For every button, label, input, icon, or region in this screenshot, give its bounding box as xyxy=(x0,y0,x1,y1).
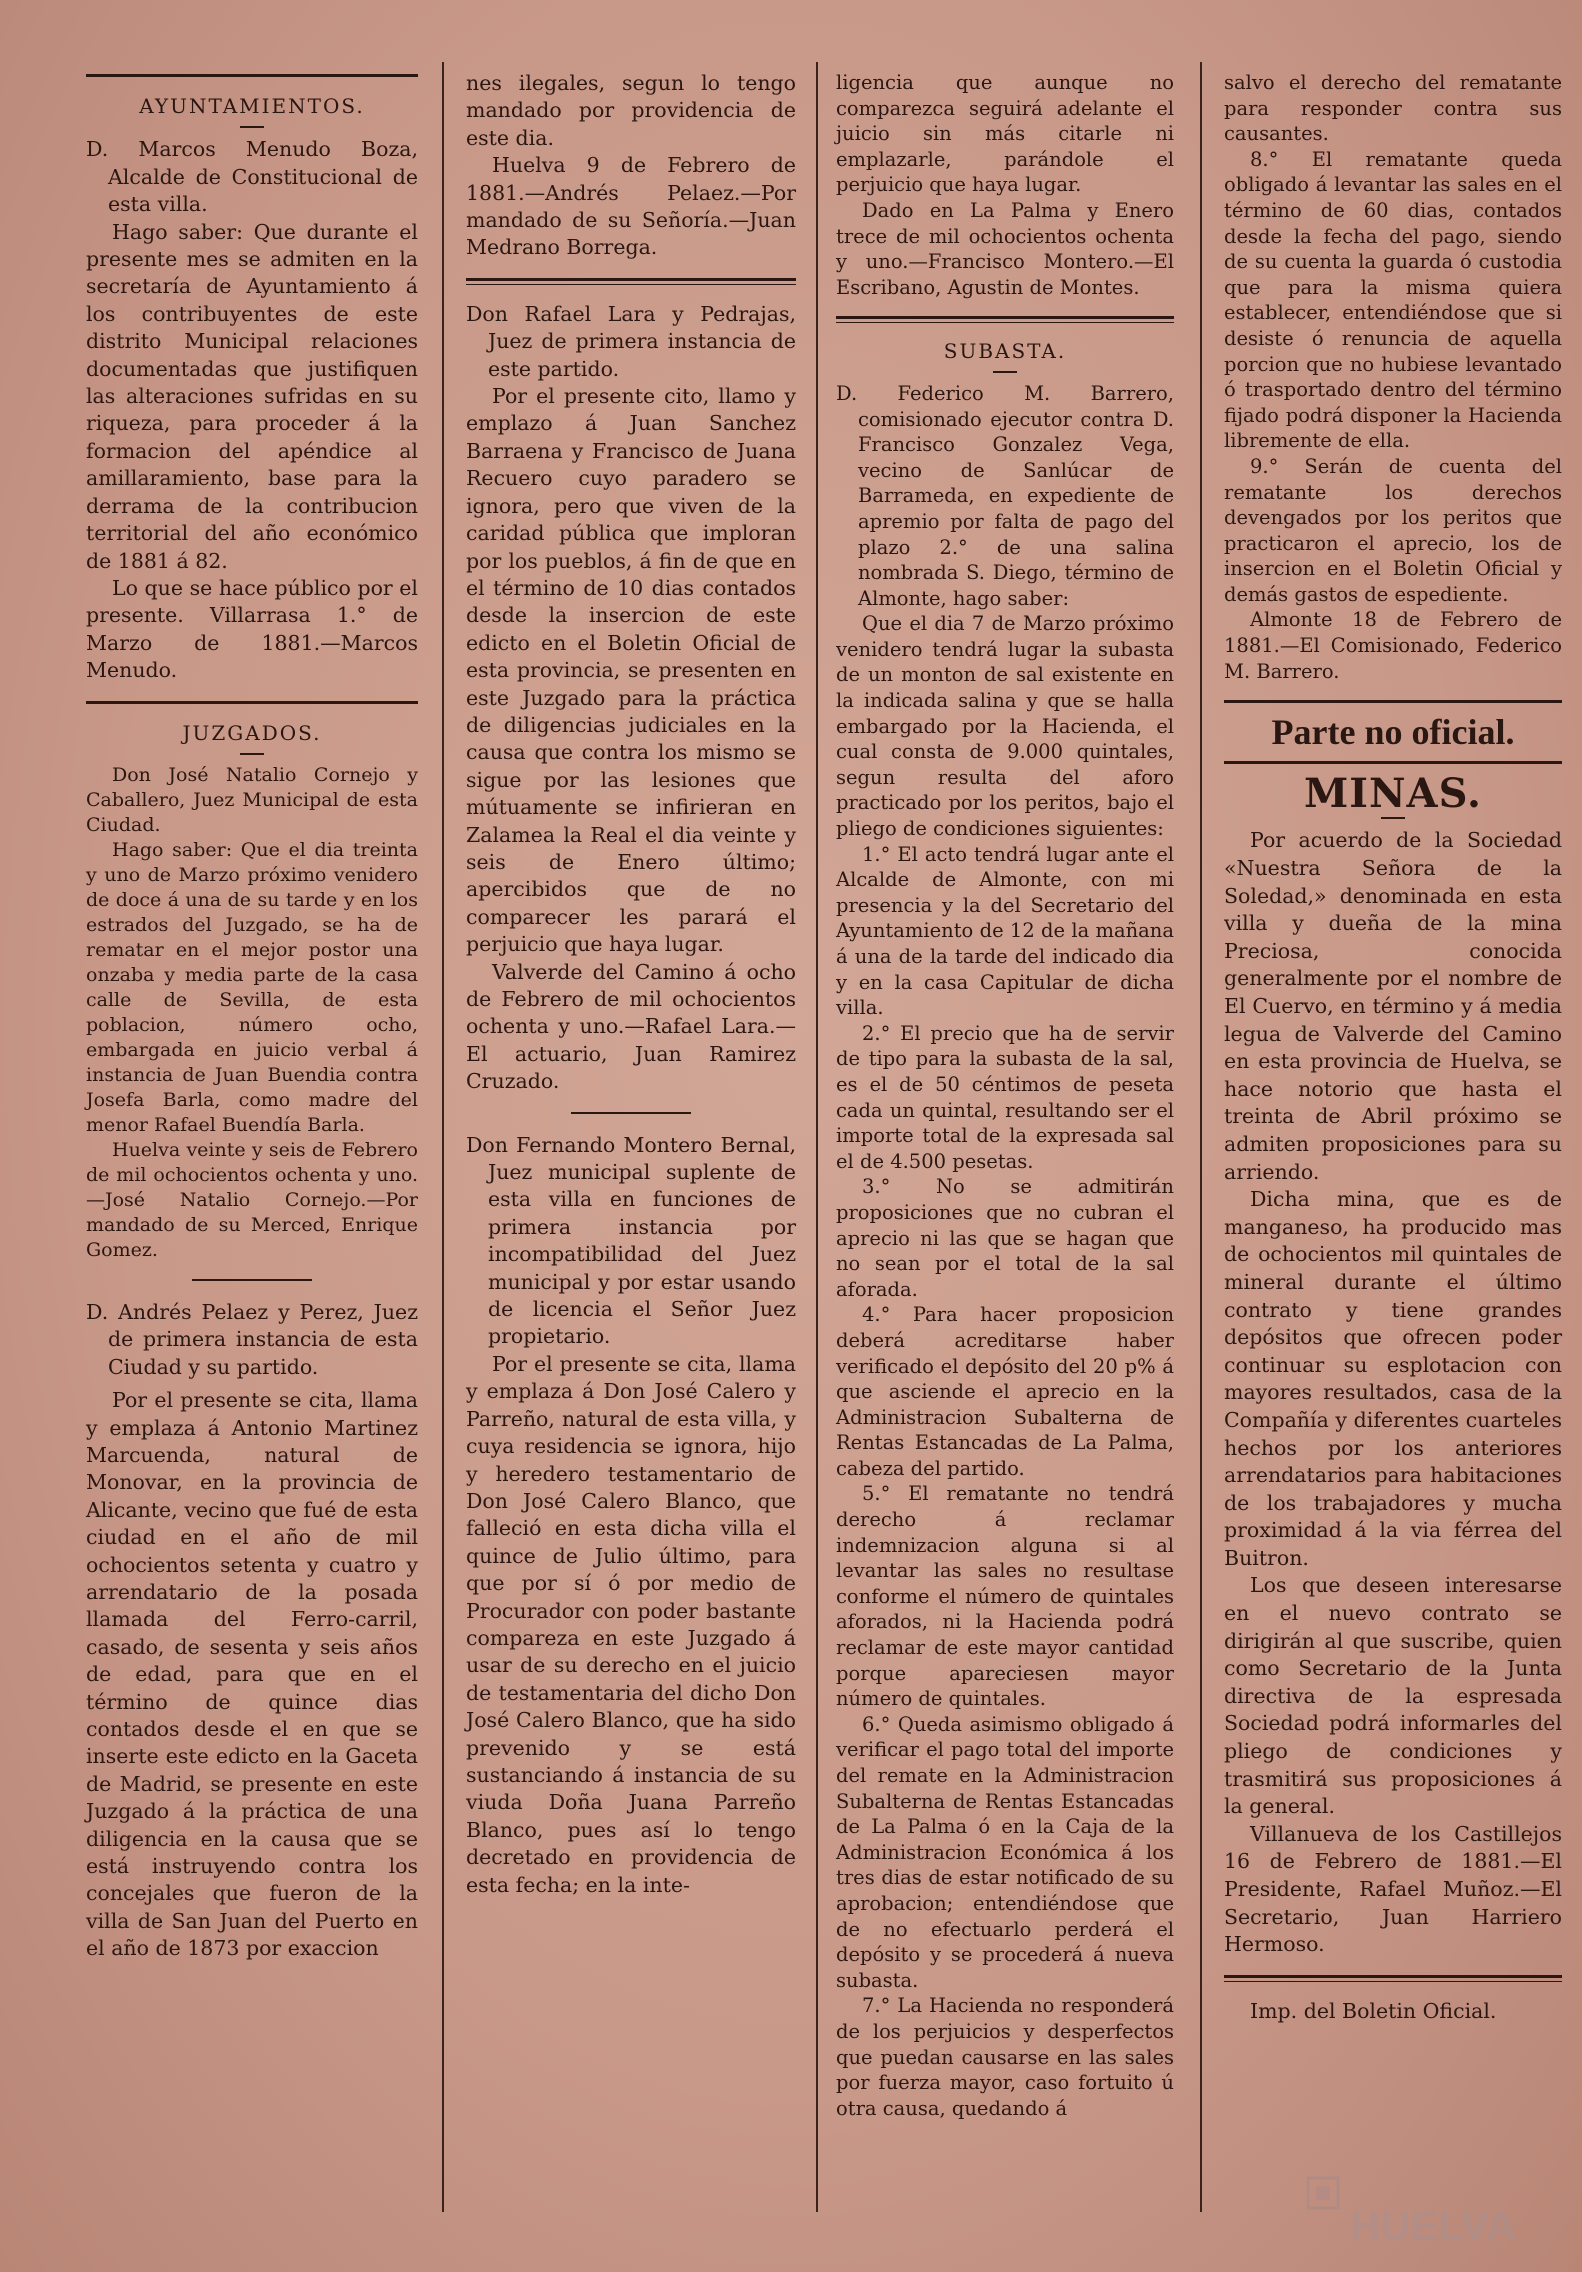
condition-2: 2.° El precio que ha de servir de tipo para la subasta de la sal, es el de 50 céntimos de peseta cada un quintal, resultando ser el importe total de la expresada sal el de 4.500 pesetas. xyxy=(836,1021,1174,1173)
condition-6: 6.° Queda asimismo obligado á verificar el pago total del importe del remate en la Administracion Subalterna de Rentas Estancadas de La Palma ó en la Caja de la Administracion Económica á los tres dias de estar notificado de su aprobacion; entendiéndose que de no efectuarlo perderá el depósito y se procederá á nueva subasta. xyxy=(836,1712,1174,1992)
marcos-close: Lo que se hace público por el presente. Villarrasa 1.° de Marzo de 1881.—Marcos Menudo. xyxy=(86,575,418,683)
stamp-text: HUELVA xyxy=(1350,2202,1517,2249)
column-2 xyxy=(466,70,796,1899)
condition-7: 7.° La Hacienda no responderá de los perjuicios y desperfectos que puedan causarse en las sales por fuerza mayor, caso fortuito ú otra causa, quedando á xyxy=(836,1994,1174,2120)
column-divider xyxy=(816,62,818,2212)
minas-close: Villanueva de los Castillejos 16 de Febrero de 1881.—El Presidente, Rafael Muñoz.—El Secretario, Juan Harriero Hermoso. xyxy=(1224,1821,1562,1957)
pelaez-header: D. Andrés Pelaez y Perez, Juez de primera instancia de esta Ciudad y su partido. xyxy=(86,1299,418,1379)
minas-body-1: Por acuerdo de la Sociedad «Nuestra Señora de la Soledad,» denominada en esta villa y dueña de la mina Preciosa, conocida generalmente por el nombre de El Cuervo, en término y á media legua de Valverde del Camino en esta provincia de Huelva, se hace notorio que hasta el treinta de Abril próximo se admiten proposiciones para su arriendo. xyxy=(1224,828,1562,1184)
dash xyxy=(993,371,1017,373)
natalio-header: Don José Natalio Cornejo y Caballero, Juez Municipal de esta Ciudad. xyxy=(86,763,418,836)
library-stamp-logo xyxy=(1300,2170,1540,2260)
dash xyxy=(240,753,264,755)
dash xyxy=(1381,817,1405,819)
lara-close: Valverde del Camino á ocho de Febrero de mil ochocientos ochenta y uno.—Rafael Lara.—El actuario, Juan Ramirez Cruzado. xyxy=(466,959,796,1094)
condition-7-cont: salvo el derecho del rematante para responder contra sus causantes. xyxy=(1224,71,1562,146)
ayuntamientos-heading: AYUNTAMIENTOS. xyxy=(139,94,365,118)
subasta-close: Almonte 18 de Febrero de 1881.—El Comisionado, Federico M. Barrero. xyxy=(1224,608,1562,683)
rule xyxy=(1224,700,1562,703)
rule xyxy=(1224,1975,1562,1982)
rule xyxy=(571,1112,691,1114)
rule xyxy=(192,1279,312,1281)
condition-4: 4.° Para hacer proposicion deberá acreditarse haber verificado el depósito del 20 p% á que asciende el aprecio en la Administracion Subalterna de Rentas Estancadas de La Palma, cabeza del partido. xyxy=(836,1303,1174,1480)
column-divider xyxy=(1200,62,1202,2212)
pelaez-body: Por el presente se cita, llama y emplaza á Antonio Martinez Marcuenda, natural de Monovar, en la provincia de Alicante, vecino que fué de esta ciudad en el año de mil ochocientos setenta y cuatro y arrendatario de la posada llamada del Ferro-carril, casado, de sesenta y seis años de edad, para que en el término de quince dias contados desde el en que se inserte este edicto en la Gaceta de Madrid, se presente en este Juzgado á la práctica de una diligencia en la causa que se está instruyendo contra los concejales que fueron de la villa de San Juan del Puerto en el año de 1873 por exaccion xyxy=(86,1388,418,1961)
juzgados-heading: JUZGADOS. xyxy=(182,720,322,745)
column-3 xyxy=(836,70,1174,2121)
natalio-close: Huelva veinte y seis de Febrero de mil ochocientos ochenta y uno.—José Natalio Cornejo.—Por mandado de su Merced, Enrique Gomez. xyxy=(86,1138,418,1261)
rule xyxy=(466,278,796,285)
rule xyxy=(1224,761,1562,764)
imprenta: Imp. del Boletin Oficial. xyxy=(1250,1998,1497,2023)
rule xyxy=(836,316,1174,323)
condition-8: 8.° El rematante queda obligado á levantar las sales en el término de 60 dias, contados desde la fecha del pago, siendo de su cuenta la guarda ó custodia que para la misma quiera establecer, entendiéndose que si desiste ó renuncia de aquella porcion que no hubiese levantado ó trasportado dentro del término fijado podrá disponer la Hacienda libremente de ella. xyxy=(1224,147,1562,453)
natalio-body: Hago saber: Que el dia treinta y uno de Marzo próximo venidero de doce á una de su tarde y en los estrados del Juzgado, se ha de rematar en el mejor postor una onzaba y media parte de la casa calle de Sevilla, de esta poblacion, número ocho, embargada en juicio verbal á instancia de Juan Buendia contra Josefa Barla, como madre del menor Rafael Buendía Barla. xyxy=(86,838,418,1136)
lara-body: Por el presente cito, llamo y emplazo á Juan Sanchez Barraena y Francisco de Juana Recuero cuyo paradero se ignora, pero que viven de la caridad pública que imploran por los pueblos, á fin de que en el término de 10 dias contados desde la insercion de este edicto en el Boletin Oficial de esta provincia, se presenten en este Juzgado para la práctica de diligencias judiciales en la causa que contra los mismo se sigue por las lesiones que mútuamente se infirieran en Zalamea la Real el dia veinte y seis de Enero último; apercibidos que de no comparecer les parará el perjuicio que haya lugar. xyxy=(466,384,796,957)
dash xyxy=(240,126,264,128)
minas-heading: MINAS. xyxy=(1304,769,1482,817)
subasta-header: D. Federico M. Barrero, comisionado ejecutor contra D. Francisco Gonzalez Vega, vecino de Sanlúcar de Barrameda, en expediente de apremio por falta de pago del plazo 2.° de una salina nombrada S. Diego, término de Almonte, hago saber: xyxy=(836,381,1174,610)
rule xyxy=(86,74,418,77)
parte-no-oficial-heading: Parte no oficial. xyxy=(1271,712,1515,753)
montero-header: Don Fernando Montero Bernal, Juez municipal suplente de esta villa en funciones de primera instancia por incompatibilidad del Juez municipal y por estar usando de licencia el Señor Juez propietario. xyxy=(466,1132,796,1349)
rule xyxy=(86,701,418,704)
condition-5: 5.° El rematante no tendrá derecho á reclamar indemnizacion alguna si al levantar las sales no resultase conforme el número de quintales aforados, ni la Hacienda podrá reclamar de este mayor cantidad porque apareciesen mayor número de quintales. xyxy=(836,1482,1174,1711)
column-divider xyxy=(442,62,444,2212)
montero-body: Por el presente se cita, llama y emplaza á Don José Calero y Parreño, natural de esta villa, y cuya residencia se ignora, hijo y heredero testamentario de Don José Calero Blanco, que falleció en esta dicha villa el quince de Julio último, para que por sí ó por medio de Procurador con poder bastante compareza en este Juzgado á usar de su derecho en el juicio de testamentaria del dicho Don José Calero Blanco, que ha sido prevenido y se está sustanciando á instancia de su viuda Doña Juana Parreño Blanco, pues así lo tengo decretado en providencia de esta fecha; en la inte- xyxy=(466,1351,796,1897)
pelaez-cont: nes ilegales, segun lo tengo mandado por providencia de este dia. xyxy=(466,71,796,150)
column-4 xyxy=(1224,70,1562,2025)
lara-header: Don Rafael Lara y Pedrajas, Juez de primera instancia de este partido. xyxy=(466,301,796,381)
condition-3: 3.° No se admitirán proposiciones que no cubran el aprecio ni las que se hagan que no sean por el total de la sal aforada. xyxy=(836,1175,1174,1301)
condition-1: 1.° El acto tendrá lugar ante el Alcalde de Almonte, con mi presencia y la del Secretario del Ayuntamiento de 12 de la mañana á una de la tarde del indicado dia y en la casa Capitular de dicha villa. xyxy=(836,842,1174,1020)
column-1 xyxy=(86,70,418,1963)
montero-cont: ligencia que aunque no comparezca seguirá adelante el juicio sin más citarle ni emplazarle, parándole el perjuicio que haya lugar. xyxy=(836,71,1174,197)
marcos-body: Hago saber: Que durante el presente mes se admiten en la secretaría de Ayuntamiento á los contribuyentes de este distrito Municipal relaciones documentadas que justifiquen las alteraciones sufridas en su riqueza, para proceder á la formacion del apéndice al amillaramiento, base para la derrama de la contribucion territorial del año económico de 1881 á 82. xyxy=(86,219,418,573)
subasta-body: Que el dia 7 de Marzo próximo venidero tendrá lugar la subasta de un monton de sal existente en la indicada salina y que se halla embargado por la Hacienda, el cual consta de 9.000 quintales, segun resulta del aforo practicado por los peritos, bajo el pliego de condiciones siguientes: xyxy=(836,612,1174,841)
montero-close: Dado en La Palma y Enero trece de mil ochocientos ochenta y uno.—Francisco Montero.—El Escribano, Agustin de Montes. xyxy=(836,198,1174,299)
minas-body-3: Los que deseen interesarse en el nuevo contrato se dirigirán al que suscribe, quien como Secretario de la Junta directiva de la espresada Sociedad podrá informarles del pliego de condiciones y trasmitirá sus proposiciones á la general. xyxy=(1224,1573,1562,1819)
marcos-header: D. Marcos Menudo Boza, Alcalde de Constitucional de esta villa. xyxy=(86,137,418,217)
pelaez-close: Huelva 9 de Febrero de 1881.—Andrés Pelaez.—Por mandado de su Señoría.—Juan Medrano Borrega. xyxy=(466,153,796,260)
minas-body-2: Dicha mina, que es de manganeso, ha producido mas de ochocientos mil quintales de mineral durante el último contrato y tiene grandes depósitos que ofrecen poder continuar su esplotacion con mayores resultados, casa de la Compañía y diferentes cuarteles hechos por los anteriores arrendatarios para habitaciones de los trabajadores y mucha proximidad á la via férrea del Buitron. xyxy=(1224,1187,1562,1570)
subasta-heading: SUBASTA. xyxy=(943,339,1067,364)
stamp-graphic xyxy=(1300,2170,1540,2260)
condition-9: 9.° Serán de cuenta del rematante los derechos devengados por los peritos que practicaron el aprecio, los de insercion en el Boletin Oficial y demás gastos de espediente. xyxy=(1224,454,1562,606)
